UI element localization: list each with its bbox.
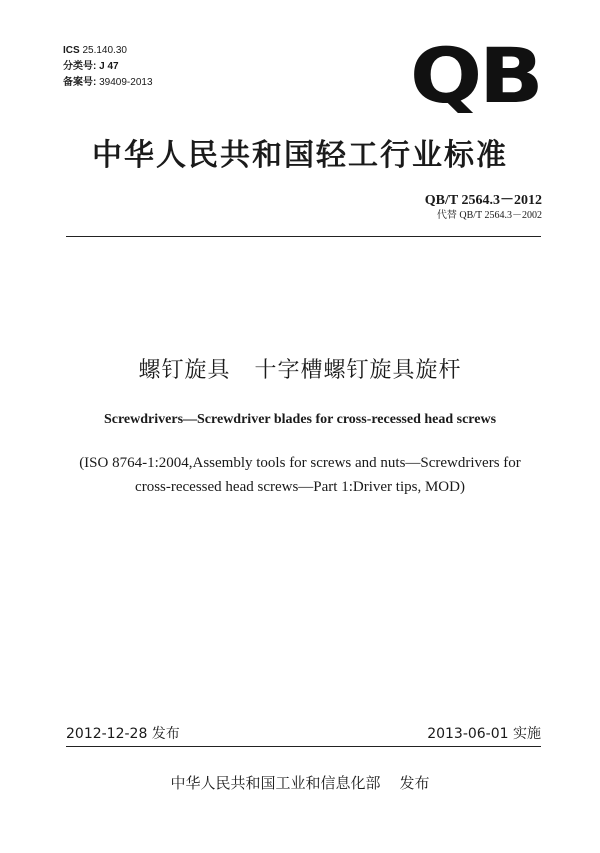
issue-date: 2012-12-28 发布 (66, 726, 180, 742)
replaces-note: 代替 QB/T 2564.3－2002 (436, 210, 542, 221)
document-title-english: Screwdrivers—Screwdriver blades for cross-recessed head screws (103, 412, 497, 427)
class-value: J 47 (99, 61, 119, 72)
classification-block (63, 43, 153, 91)
record-value: 39409-2013 (99, 77, 153, 88)
ics-value: 25.140.30 (82, 45, 127, 56)
record-row (63, 75, 153, 91)
iso-reference-line-2: cross-recessed head screws—Part 1:Driver tips, MOD) (135, 479, 465, 495)
standard-number: QB/T 2564.3－2012 (424, 193, 542, 208)
bottom-divider (66, 746, 541, 747)
iso-reference-line-1: (ISO 8764-1:2004,Assembly tools for screws and nuts—Screwdrivers for (79, 455, 521, 471)
ics-label: ICS (63, 45, 80, 56)
implementation-date: 2013-06-01 实施 (427, 726, 541, 742)
standard-category-title: 中华人民共和国轻工行业标准 (92, 138, 508, 173)
document-title-chinese: 螺钉旋具 十字槽螺钉旋具旋杆 (138, 358, 462, 383)
top-divider (66, 236, 541, 237)
record-label: 备案号: (63, 77, 97, 88)
class-label: 分类号: (63, 61, 97, 72)
class-row (63, 59, 153, 75)
publisher: 中华人民共和国工业和信息化部 发布 (170, 774, 430, 792)
iso-reference (70, 451, 530, 499)
ics-row (63, 43, 153, 59)
qb-logo: QB (409, 31, 541, 120)
